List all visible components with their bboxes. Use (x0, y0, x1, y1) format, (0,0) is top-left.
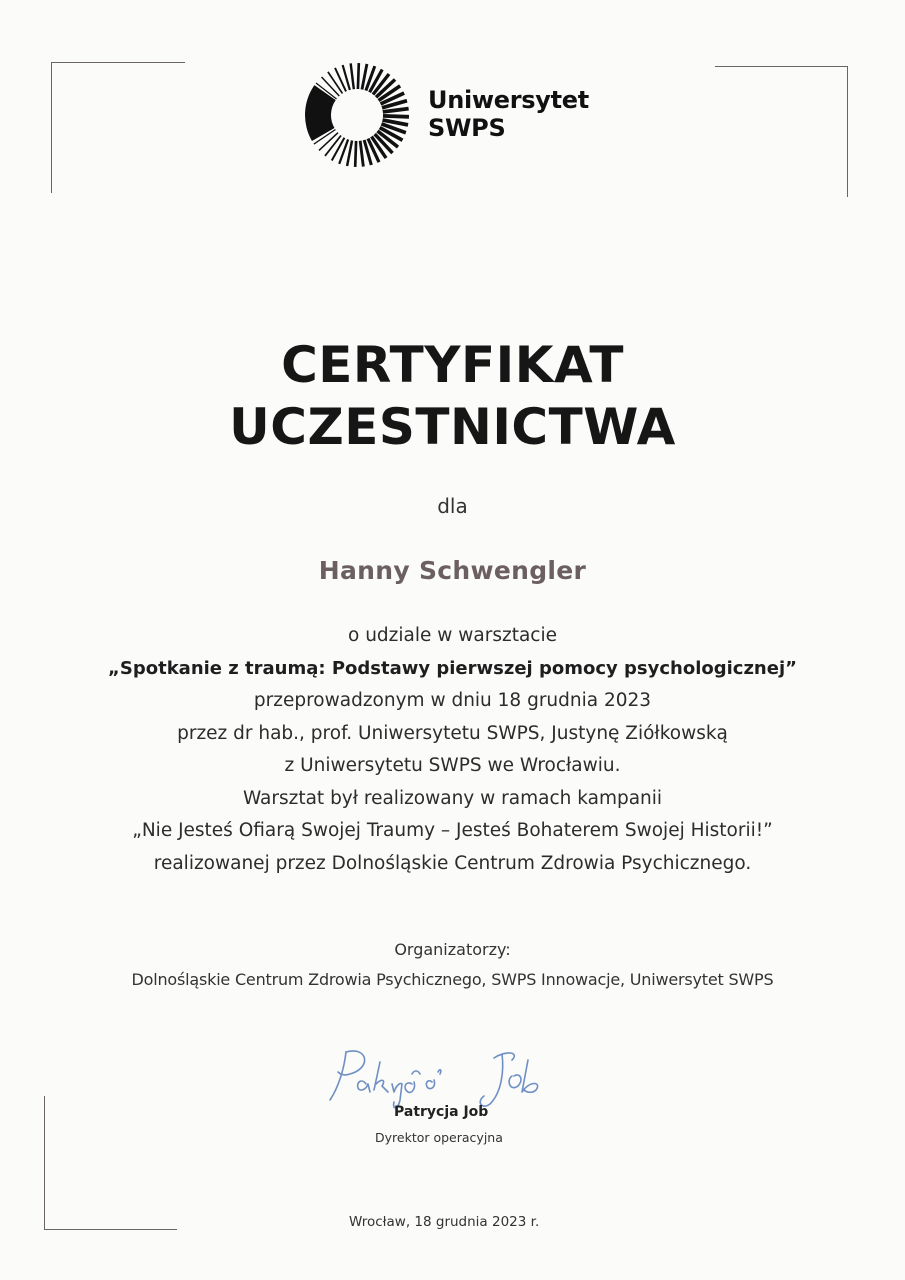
body-line-8: realizowanej przez Dolnośląskie Centrum Zdrowia Psychicznego. (153, 852, 752, 874)
body-line-1: o udziale w warsztacie (348, 625, 557, 646)
swps-logo-icon (302, 60, 412, 170)
logo-ray (355, 141, 356, 167)
logo-ray (383, 116, 409, 117)
university-name-line2: SWPS (428, 114, 506, 142)
signatory-role: Dyrektor operacyjna (375, 1130, 503, 1145)
workshop-title: „Spotkanie z traumą: Podstawy pierwszej pomocy psychologicznej” (108, 657, 797, 679)
logo-ray (358, 63, 359, 89)
university-name-line1: Uniwersytet (428, 86, 589, 114)
signatory-name: Patrycja Job (394, 1104, 489, 1120)
logo-ray (383, 109, 409, 112)
body-line-5: z Uniwersytetu SWPS we Wrocławiu. (284, 755, 621, 776)
certificate-title-line2: UCZESTNICTWA (229, 398, 676, 456)
certificate-body (0, 620, 905, 880)
university-name (428, 86, 589, 142)
body-line-4: przez dr hab., prof. Uniwersytetu SWPS, Justynę Ziółkowską (177, 722, 728, 744)
body-line-3: przeprowadzonym w dniu 18 grudnia 2023 (253, 690, 652, 711)
logo-ray (328, 72, 343, 94)
frame-corner-top-left (51, 62, 185, 193)
logo-ray (351, 63, 354, 89)
frame-corner-top-right (715, 66, 848, 197)
for-label: dla (437, 494, 468, 518)
campaign-name: „Nie Jesteś Ofiarą Swojej Traumy – Jesteś Bohaterem Swojej Historii!” (132, 820, 773, 841)
certificate-title-line1: CERTYFIKAT (281, 336, 624, 394)
place-and-date: Wrocław, 18 grudnia 2023 r. (349, 1214, 540, 1230)
certificate-title (0, 334, 905, 458)
logo-ray (347, 141, 352, 167)
body-line-6: Warsztat był realizowany w ramach kampanii (242, 787, 663, 809)
organizers-label: Organizatorzy: (394, 940, 511, 959)
organizers-list: Dolnośląskie Centrum Zdrowia Psychicznego, SWPS Innowacje, Uniwersytet SWPS (131, 970, 774, 989)
frame-corner-bottom-left (44, 1096, 177, 1230)
logo-ray (360, 141, 363, 167)
recipient-name: Hanny Schwengler (318, 556, 587, 585)
logo-ray (325, 135, 341, 155)
